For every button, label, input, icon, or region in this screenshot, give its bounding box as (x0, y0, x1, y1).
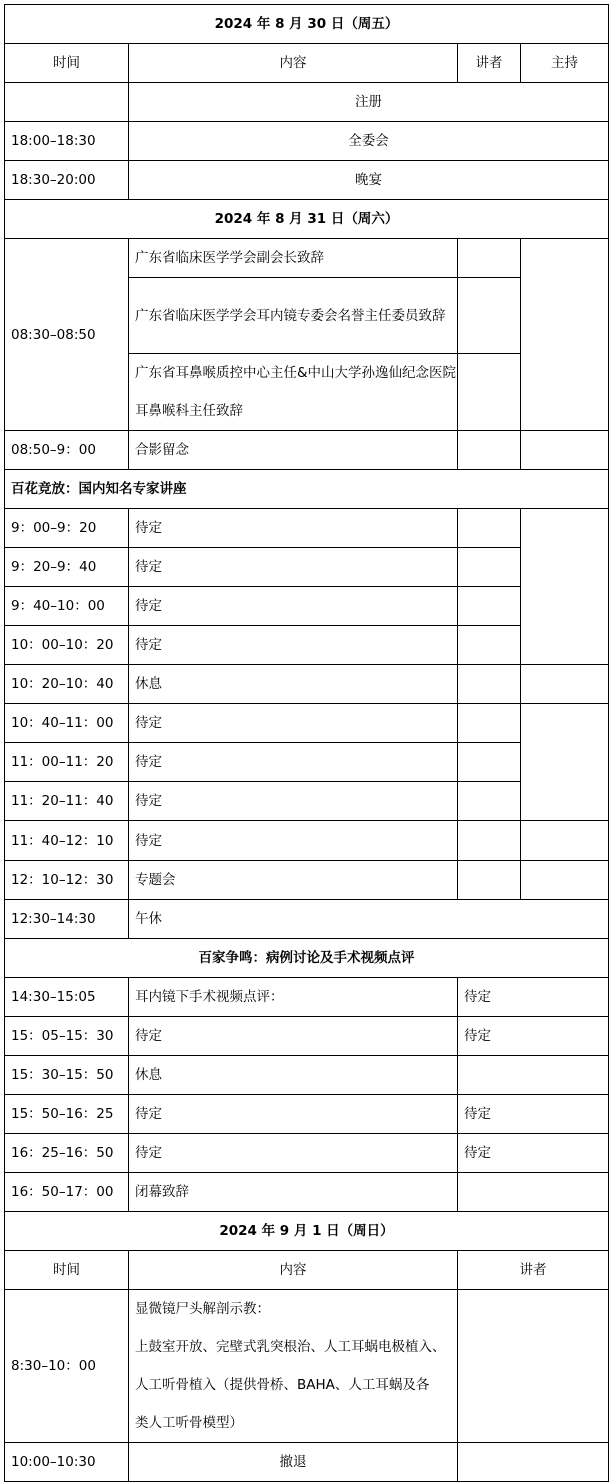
review-time: 14:30–15:05 (5, 978, 129, 1017)
dissection-line: 类人工听骨模型） (135, 1415, 243, 1431)
review-speaker (458, 1056, 609, 1095)
host-cell (521, 665, 609, 704)
lunch-time: 12:30–14:30 (5, 900, 129, 939)
speaker-cell (458, 239, 521, 278)
day1-row-time: 18:00–18:30 (5, 122, 129, 161)
lecture-content: 待定 (129, 821, 458, 861)
lecture-content: 待定 (129, 743, 458, 782)
dissection-line: 上鼓室开放、完壁式乳突根治、人工耳蜗电极植入、 (135, 1339, 446, 1355)
speaker-cell (458, 626, 521, 665)
header-content: 内容 (129, 1251, 458, 1290)
retreat-time: 10:00–10:30 (5, 1443, 129, 1482)
review-speaker (458, 1173, 609, 1212)
dissection-time: 8:30–10：00 (5, 1290, 129, 1443)
opening-item: 广东省临床医学学会耳内镜专委会名誉主任委员致辞 (129, 278, 458, 354)
review-content: 待定 (129, 1017, 458, 1056)
speaker-cell (458, 1290, 609, 1443)
speaker-cell (458, 861, 521, 900)
header-time: 时间 (5, 1251, 129, 1290)
review-speaker: 待定 (458, 1134, 609, 1173)
lecture-content: 休息 (129, 665, 458, 704)
review-speaker: 待定 (458, 978, 609, 1017)
lecture-time: 9：40–10：00 (5, 587, 129, 626)
lecture-content: 专题会 (129, 861, 458, 900)
review-content: 待定 (129, 1134, 458, 1173)
opening-time: 08:30–08:50 (5, 239, 129, 431)
dissection-line: 人工听骨植入（提供骨桥、BAHA、人工耳蜗及各 (135, 1377, 430, 1393)
lecture-time: 9：20–9：40 (5, 548, 129, 587)
host-cell (521, 431, 609, 470)
lecture-time: 11：20–11：40 (5, 782, 129, 821)
lecture-time: 10：40–11：00 (5, 704, 129, 743)
lecture-time: 10：00–10：20 (5, 626, 129, 665)
speaker-cell (458, 665, 521, 704)
review-time: 15：50–16：25 (5, 1095, 129, 1134)
section1-title: 百花竞放：国内知名专家讲座 (5, 470, 609, 509)
opening-item: 广东省临床医学学会副会长致辞 (129, 239, 458, 278)
lecture-time: 12：10–12：30 (5, 861, 129, 900)
review-time: 15：30–15：50 (5, 1056, 129, 1095)
review-content: 闭幕致辞 (129, 1173, 458, 1212)
review-speaker: 待定 (458, 1095, 609, 1134)
lecture-content: 待定 (129, 548, 458, 587)
header-speaker: 讲者 (458, 1251, 609, 1290)
day1-row-content: 全委会 (129, 122, 609, 161)
lecture-content: 待定 (129, 626, 458, 665)
day1-row-time: 18:30–20:00 (5, 161, 129, 200)
speaker-cell (458, 1443, 609, 1482)
section2-title: 百家争鸣：病例讨论及手术视频点评 (5, 939, 609, 978)
review-content: 耳内镜下手术视频点评： (129, 978, 458, 1017)
dissection-line: 显微镜尸头解剖示教： (135, 1301, 270, 1317)
day1-title: 2024 年 8 月 30 日（周五） (5, 5, 609, 44)
schedule-table (4, 4, 609, 1482)
speaker-cell (458, 821, 521, 861)
lecture-time: 11：00–11：20 (5, 743, 129, 782)
speaker-cell (458, 548, 521, 587)
lecture-content: 待定 (129, 704, 458, 743)
speaker-cell (458, 704, 521, 743)
host-cell (521, 704, 609, 821)
opening-item: 广东省耳鼻喉质控中心主任&中山大学孙逸仙纪念医院耳鼻喉科主任致辞 (129, 354, 458, 431)
host-cell (521, 821, 609, 861)
speaker-cell (458, 587, 521, 626)
speaker-cell (458, 354, 521, 431)
review-time: 16：25–16：50 (5, 1134, 129, 1173)
speaker-cell (458, 278, 521, 354)
lecture-content: 待定 (129, 587, 458, 626)
review-speaker: 待定 (458, 1017, 609, 1056)
header-speaker: 讲者 (458, 44, 521, 83)
photo-time: 08:50–9：00 (5, 431, 129, 470)
speaker-cell (458, 431, 521, 470)
day1-row-time (5, 83, 129, 122)
header-content: 内容 (129, 44, 458, 83)
day1-row-content: 注册 (129, 83, 609, 122)
dissection-content (129, 1290, 458, 1443)
lecture-content: 待定 (129, 782, 458, 821)
speaker-cell (458, 782, 521, 821)
host-cell (521, 239, 609, 431)
review-time: 16：50–17：00 (5, 1173, 129, 1212)
day2-title: 2024 年 8 月 31 日（周六） (5, 200, 609, 239)
retreat-content: 撤退 (129, 1443, 458, 1482)
host-cell (521, 861, 609, 900)
review-content: 休息 (129, 1056, 458, 1095)
day3-title: 2024 年 9 月 1 日（周日） (5, 1212, 609, 1251)
review-time: 15：05–15：30 (5, 1017, 129, 1056)
photo-content: 合影留念 (129, 431, 458, 470)
lecture-time: 11：40–12：10 (5, 821, 129, 861)
lecture-time: 10：20–10：40 (5, 665, 129, 704)
day1-row-content: 晚宴 (129, 161, 609, 200)
header-time: 时间 (5, 44, 129, 83)
speaker-cell (458, 509, 521, 548)
header-host: 主持 (521, 44, 609, 83)
lecture-content: 待定 (129, 509, 458, 548)
host-cell (521, 509, 609, 665)
speaker-cell (458, 743, 521, 782)
lecture-time: 9：00–9：20 (5, 509, 129, 548)
lunch-content: 午休 (129, 900, 609, 939)
review-content: 待定 (129, 1095, 458, 1134)
